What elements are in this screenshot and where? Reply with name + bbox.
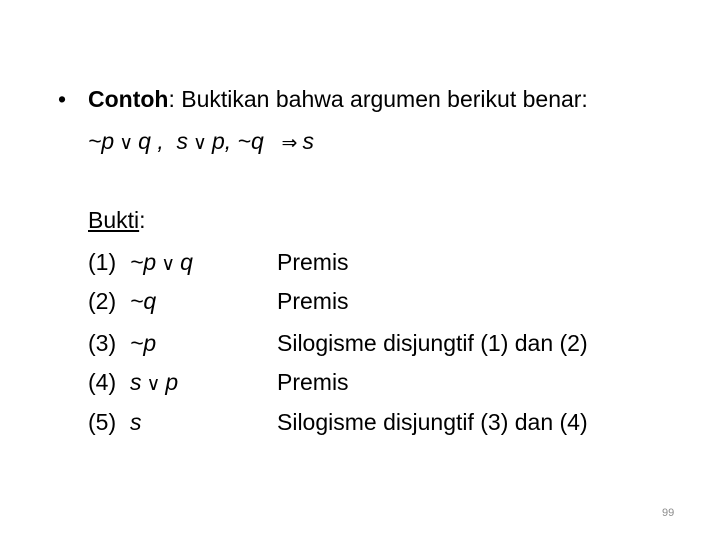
premise1-negation: ~p bbox=[88, 128, 115, 154]
proof-title-label: Bukti bbox=[88, 207, 140, 233]
step-number: (3) bbox=[88, 330, 117, 356]
page-number: 99 bbox=[662, 507, 675, 519]
example-line bbox=[58, 84, 588, 114]
proof-title-colon: : bbox=[139, 207, 146, 233]
step-term-a: ~p bbox=[130, 249, 157, 275]
or-symbol-icon: ∨ bbox=[119, 132, 134, 154]
step-number: (1) bbox=[88, 249, 117, 275]
bullet-icon: • bbox=[58, 86, 67, 112]
proof-step-1 bbox=[88, 247, 193, 279]
or-symbol-icon: ∨ bbox=[161, 253, 176, 275]
example-colon: : bbox=[168, 86, 175, 112]
premise2-s: s bbox=[176, 128, 189, 154]
proof-justification-3: Silogisme disjungtif (1) dan (2) bbox=[277, 330, 588, 356]
step-term-b: q bbox=[180, 249, 193, 275]
step-number: (4) bbox=[88, 369, 117, 395]
step-term-b: p bbox=[165, 369, 179, 395]
or-symbol-icon: ∨ bbox=[146, 373, 161, 395]
step-term-a: s bbox=[130, 369, 142, 395]
step-term-a: ~q bbox=[130, 288, 157, 314]
proof-justification-2: Premis bbox=[277, 288, 349, 314]
proof-justification-4: Premis bbox=[277, 369, 349, 395]
proof-step-5 bbox=[88, 407, 142, 437]
example-label: Contoh bbox=[88, 86, 169, 112]
step-term-a: s bbox=[130, 409, 142, 435]
argument-formula bbox=[88, 126, 314, 158]
example-text: Buktikan bahwa argumen berikut benar: bbox=[174, 86, 588, 112]
implies-icon: ⇒ bbox=[281, 132, 298, 154]
conclusion: s bbox=[302, 128, 314, 154]
step-number: (2) bbox=[88, 288, 117, 314]
step-term-a: ~p bbox=[130, 330, 157, 356]
premise2-p-and-premise3: p, ~q bbox=[211, 128, 264, 154]
proof-step-2 bbox=[88, 286, 156, 316]
proof-justification-1: Premis bbox=[277, 249, 349, 275]
or-symbol-icon: ∨ bbox=[193, 132, 207, 154]
premise1-q: q , bbox=[138, 128, 164, 154]
proof-justification-5: Silogisme disjungtif (3) dan (4) bbox=[277, 409, 588, 435]
proof-step-4 bbox=[88, 367, 178, 399]
proof-step-3 bbox=[88, 328, 156, 358]
step-number: (5) bbox=[88, 409, 117, 435]
proof-title bbox=[88, 205, 146, 235]
